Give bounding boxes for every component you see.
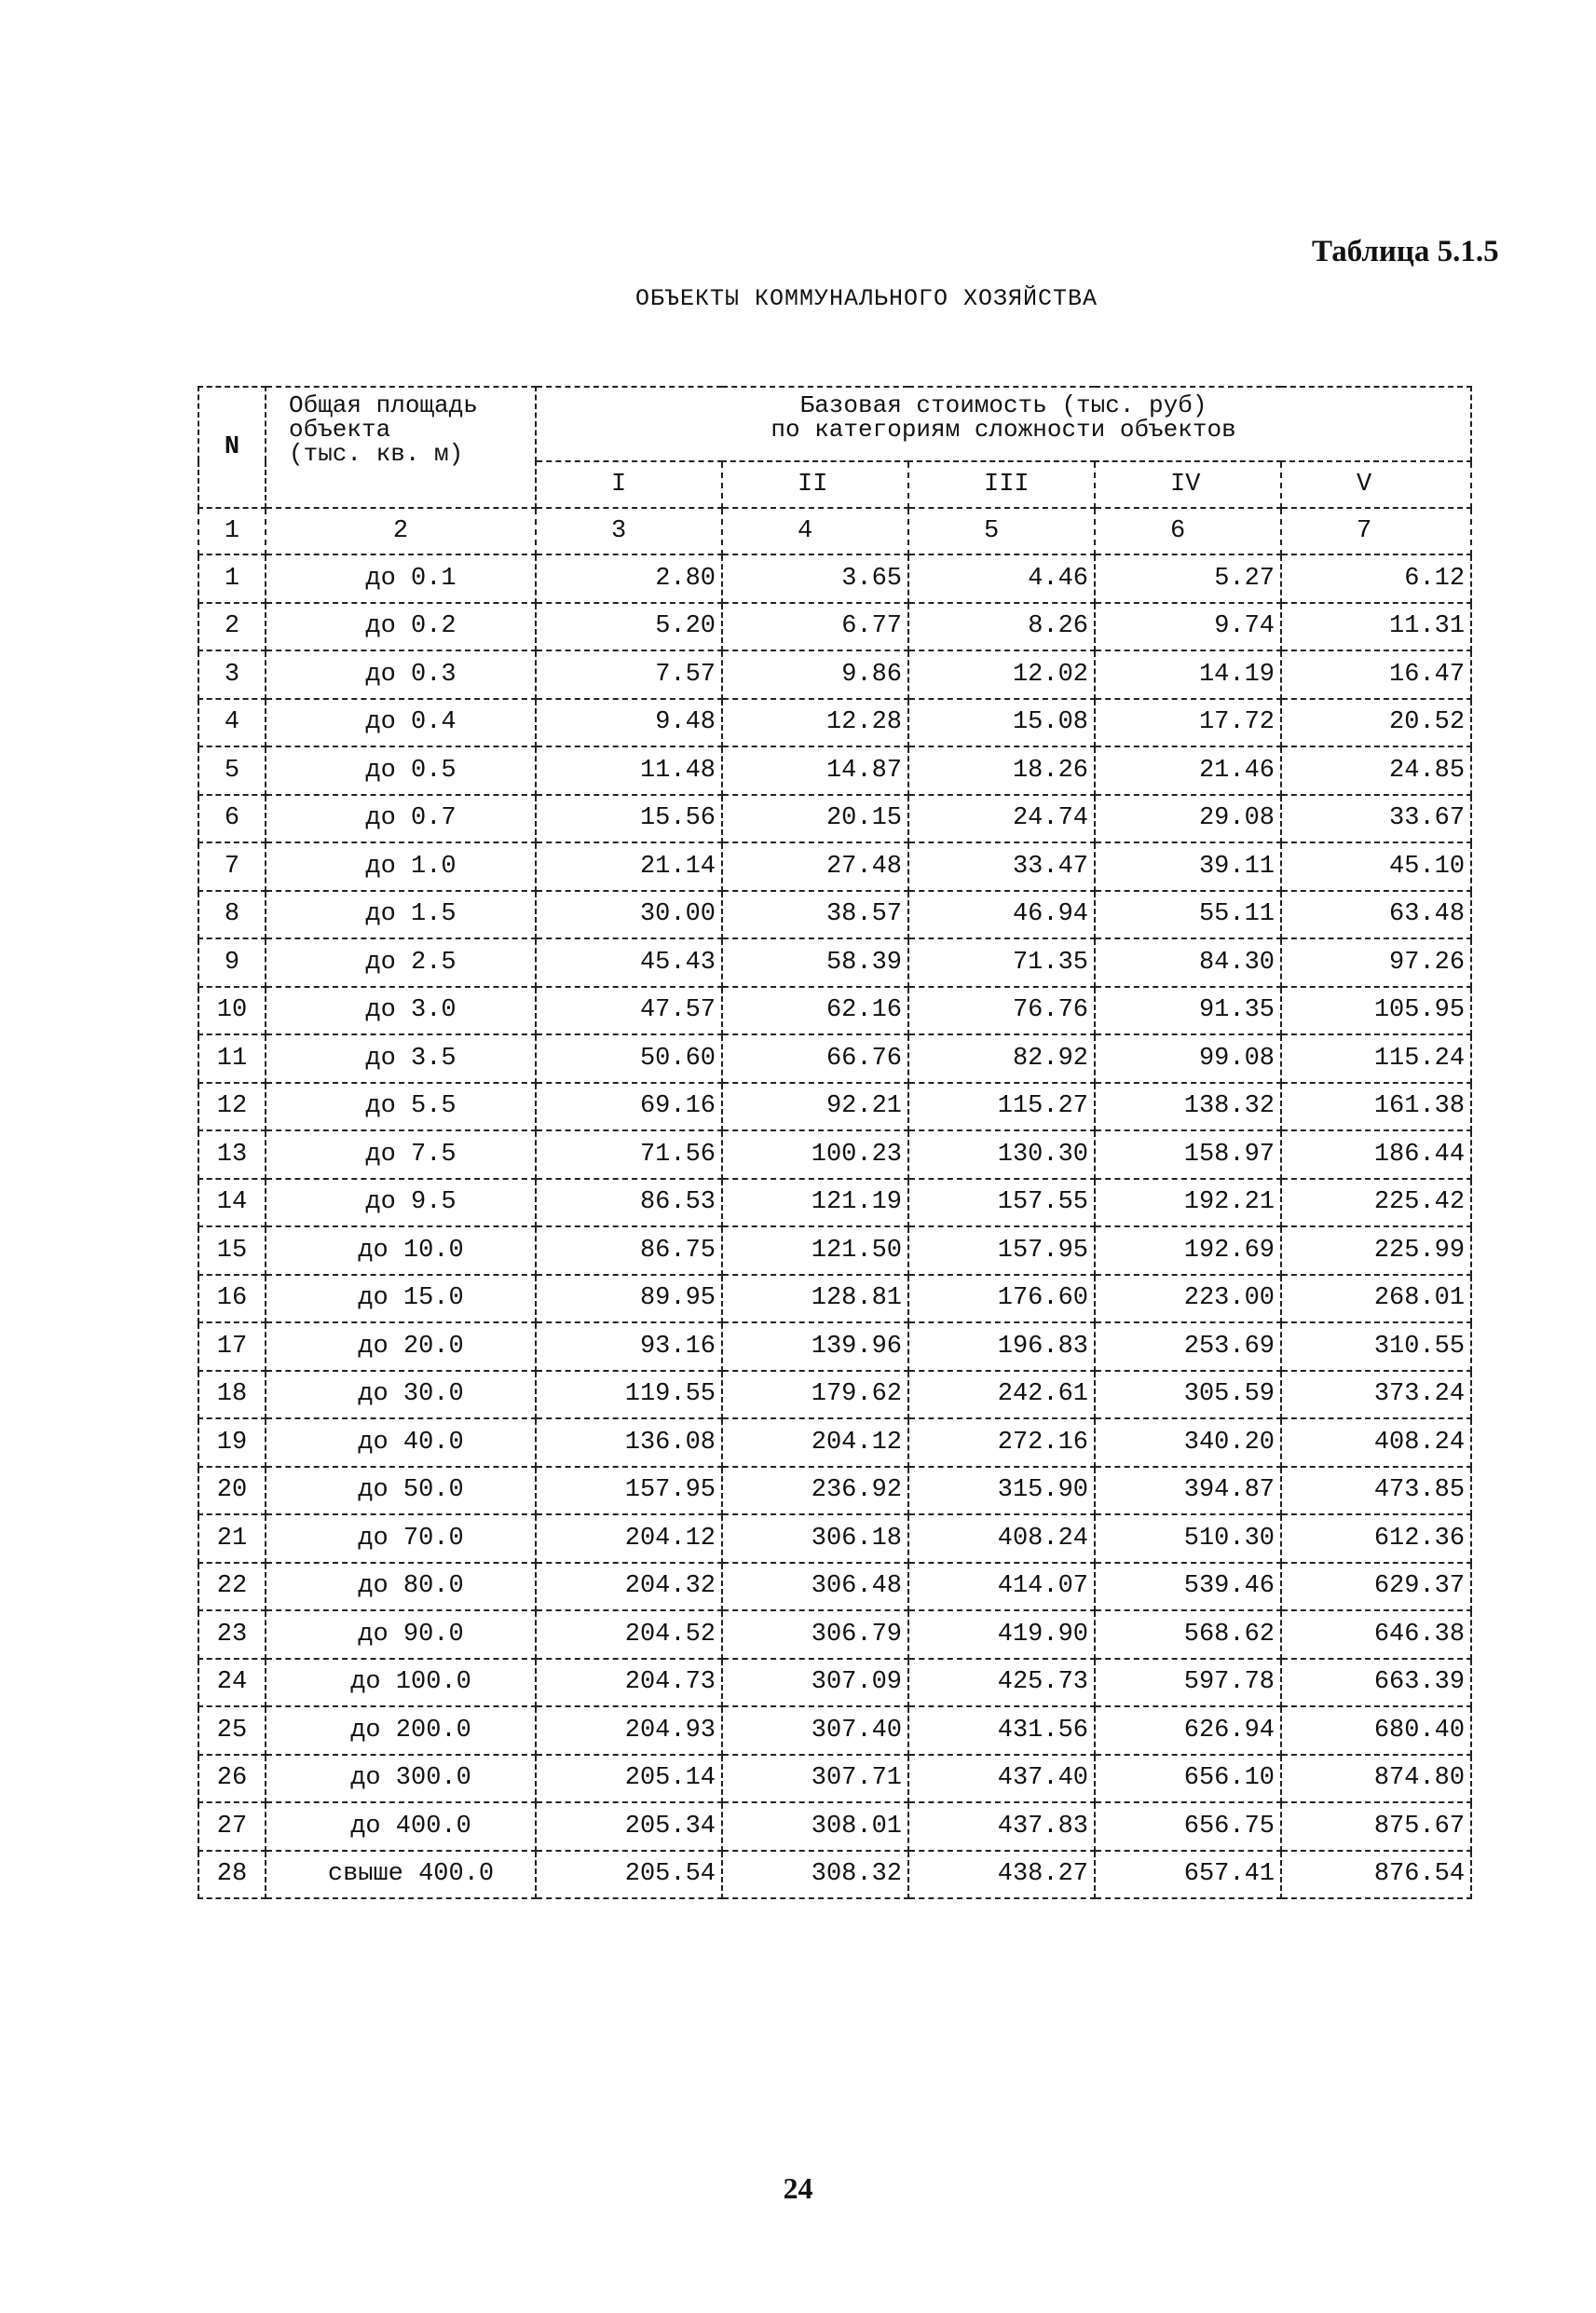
cost-table: [198, 386, 1472, 1899]
cost-cell: 115.24: [1281, 1034, 1471, 1083]
cost-cell: 11.48: [536, 746, 722, 795]
cost-cell: 305.59: [1095, 1371, 1281, 1419]
cost-cell: 656.75: [1095, 1802, 1281, 1851]
table-row: [198, 795, 1471, 843]
row-number: 21: [198, 1514, 266, 1563]
area-cell: до 30.0: [266, 1371, 536, 1419]
area-cell: до 2.5: [266, 938, 536, 987]
cost-cell: 307.40: [722, 1706, 908, 1755]
cost-cell: 646.38: [1281, 1610, 1471, 1659]
cost-cell: 18.26: [908, 746, 1095, 795]
column-index-cell: 7: [1281, 508, 1471, 554]
row-number: 5: [198, 746, 266, 795]
table-row: [198, 1706, 1471, 1755]
cost-cell: 438.27: [908, 1851, 1095, 1899]
cost-cell: 5.27: [1095, 554, 1281, 603]
area-cell: до 3.0: [266, 987, 536, 1035]
cost-cell: 9.74: [1095, 603, 1281, 651]
cost-cell: 15.08: [908, 699, 1095, 747]
area-cell: до 3.5: [266, 1034, 536, 1083]
row-number: 28: [198, 1851, 266, 1899]
area-cell: до 100.0: [266, 1659, 536, 1707]
row-number: 8: [198, 891, 266, 939]
cost-cell: 308.32: [722, 1851, 908, 1899]
row-number: 27: [198, 1802, 266, 1851]
column-index-cell: 2: [266, 508, 536, 554]
cost-cell: 50.60: [536, 1034, 722, 1083]
cost-cell: 9.48: [536, 699, 722, 747]
area-cell: до 70.0: [266, 1514, 536, 1563]
column-index-cell: 1: [198, 508, 266, 554]
cost-cell: 138.32: [1095, 1083, 1281, 1131]
cost-cell: 86.53: [536, 1179, 722, 1227]
row-number: 19: [198, 1418, 266, 1467]
cost-cell: 204.52: [536, 1610, 722, 1659]
row-number: 15: [198, 1226, 266, 1275]
cost-cell: 121.50: [722, 1226, 908, 1275]
table-row: [198, 1322, 1471, 1371]
row-number: 1: [198, 554, 266, 603]
header-row-column-index: [198, 508, 1471, 554]
cost-cell: 6.77: [722, 603, 908, 651]
cost-cell: 663.39: [1281, 1659, 1471, 1707]
cost-cell: 62.16: [722, 987, 908, 1035]
cost-cell: 8.26: [908, 603, 1095, 651]
row-number: 10: [198, 987, 266, 1035]
table-row: [198, 987, 1471, 1035]
cost-cell: 176.60: [908, 1275, 1095, 1323]
row-number: 12: [198, 1083, 266, 1131]
cost-cell: 629.37: [1281, 1563, 1471, 1611]
header-area-line-1: Общая площадь: [289, 391, 478, 419]
cost-cell: 55.11: [1095, 891, 1281, 939]
cost-cell: 437.40: [908, 1755, 1095, 1803]
row-number: 4: [198, 699, 266, 747]
cost-cell: 186.44: [1281, 1130, 1471, 1179]
cost-cell: 91.35: [1095, 987, 1281, 1035]
cost-cell: 92.21: [722, 1083, 908, 1131]
cost-cell: 656.10: [1095, 1755, 1281, 1803]
cost-cell: 21.14: [536, 842, 722, 891]
cost-cell: 69.16: [536, 1083, 722, 1131]
cost-cell: 253.69: [1095, 1322, 1281, 1371]
table-row: [198, 603, 1471, 651]
column-index-cell: 6: [1095, 508, 1281, 554]
cost-cell: 47.57: [536, 987, 722, 1035]
cost-cell: 205.34: [536, 1802, 722, 1851]
cost-cell: 205.14: [536, 1755, 722, 1803]
table-row: [198, 650, 1471, 699]
cost-cell: 24.74: [908, 795, 1095, 843]
cost-cell: 33.47: [908, 842, 1095, 891]
area-cell: до 15.0: [266, 1275, 536, 1323]
row-number: 23: [198, 1610, 266, 1659]
cost-cell: 875.67: [1281, 1802, 1471, 1851]
area-cell: до 400.0: [266, 1802, 536, 1851]
cost-cell: 45.43: [536, 938, 722, 987]
area-cell: до 80.0: [266, 1563, 536, 1611]
header-cost-line-2: по категориям сложности объектов: [771, 416, 1236, 444]
cost-cell: 205.54: [536, 1851, 722, 1899]
cost-cell: 204.93: [536, 1706, 722, 1755]
cost-cell: 119.55: [536, 1371, 722, 1419]
cost-cell: 437.83: [908, 1802, 1095, 1851]
cost-cell: 14.87: [722, 746, 908, 795]
row-number: 16: [198, 1275, 266, 1323]
cost-cell: 306.48: [722, 1563, 908, 1611]
area-cell: до 90.0: [266, 1610, 536, 1659]
table-row: [198, 1755, 1471, 1803]
cost-cell: 11.31: [1281, 603, 1471, 651]
cost-cell: 86.75: [536, 1226, 722, 1275]
cost-cell: 597.78: [1095, 1659, 1281, 1707]
table-row: [198, 1275, 1471, 1323]
cost-cell: 161.38: [1281, 1083, 1471, 1131]
cost-cell: 539.46: [1095, 1563, 1281, 1611]
row-number: 3: [198, 650, 266, 699]
column-index-cell: 4: [722, 508, 908, 554]
cost-cell: 76.76: [908, 987, 1095, 1035]
cost-cell: 3.65: [722, 554, 908, 603]
cost-cell: 306.18: [722, 1514, 908, 1563]
cost-cell: 192.69: [1095, 1226, 1281, 1275]
table-row: [198, 1034, 1471, 1083]
area-cell: до 50.0: [266, 1467, 536, 1515]
area-cell: до 7.5: [266, 1130, 536, 1179]
cost-cell: 179.62: [722, 1371, 908, 1419]
cost-cell: 99.08: [1095, 1034, 1281, 1083]
cost-cell: 20.15: [722, 795, 908, 843]
cost-cell: 7.57: [536, 650, 722, 699]
cost-cell: 196.83: [908, 1322, 1095, 1371]
cost-cell: 14.19: [1095, 650, 1281, 699]
cost-cell: 157.55: [908, 1179, 1095, 1227]
cost-cell: 6.12: [1281, 554, 1471, 603]
cost-cell: 97.26: [1281, 938, 1471, 987]
column-index-cell: 3: [536, 508, 722, 554]
area-cell: до 200.0: [266, 1706, 536, 1755]
cost-cell: 626.94: [1095, 1706, 1281, 1755]
cost-cell: 9.86: [722, 650, 908, 699]
header-category: V: [1281, 461, 1471, 508]
page-number: 24: [783, 2171, 813, 2205]
table-row: [198, 554, 1471, 603]
cost-cell: 425.73: [908, 1659, 1095, 1707]
cost-cell: 12.28: [722, 699, 908, 747]
cost-cell: 71.35: [908, 938, 1095, 987]
cost-cell: 657.41: [1095, 1851, 1281, 1899]
cost-cell: 17.72: [1095, 699, 1281, 747]
cost-cell: 431.56: [908, 1706, 1095, 1755]
row-number: 18: [198, 1371, 266, 1419]
table-row: [198, 1514, 1471, 1563]
table-row: [198, 1659, 1471, 1707]
cost-cell: 394.87: [1095, 1467, 1281, 1515]
table-row: [198, 938, 1471, 987]
cost-cell: 272.16: [908, 1418, 1095, 1467]
cost-cell: 39.11: [1095, 842, 1281, 891]
cost-cell: 93.16: [536, 1322, 722, 1371]
cost-cell: 2.80: [536, 554, 722, 603]
cost-cell: 680.40: [1281, 1706, 1471, 1755]
cost-cell: 128.81: [722, 1275, 908, 1323]
table-row: [198, 1851, 1471, 1899]
cost-cell: 46.94: [908, 891, 1095, 939]
cost-cell: 223.00: [1095, 1275, 1281, 1323]
area-cell: до 0.4: [266, 699, 536, 747]
cost-cell: 21.46: [1095, 746, 1281, 795]
cost-cell: 307.71: [722, 1755, 908, 1803]
cost-cell: 204.12: [536, 1514, 722, 1563]
header-category: III: [908, 461, 1095, 508]
area-cell: до 0.1: [266, 554, 536, 603]
cost-cell: 29.08: [1095, 795, 1281, 843]
header-area-line-3: (тыс. кв. м): [289, 440, 464, 468]
cost-cell: 225.42: [1281, 1179, 1471, 1227]
header-n: N: [198, 387, 266, 508]
cost-cell: 192.21: [1095, 1179, 1281, 1227]
row-number: 25: [198, 1706, 266, 1755]
cost-cell: 874.80: [1281, 1755, 1471, 1803]
cost-cell: 568.62: [1095, 1610, 1281, 1659]
cost-cell: 876.54: [1281, 1851, 1471, 1899]
cost-cell: 84.30: [1095, 938, 1281, 987]
area-cell: до 40.0: [266, 1418, 536, 1467]
cost-cell: 373.24: [1281, 1371, 1471, 1419]
row-number: 11: [198, 1034, 266, 1083]
cost-cell: 157.95: [908, 1226, 1095, 1275]
area-cell: до 5.5: [266, 1083, 536, 1131]
cost-cell: 612.36: [1281, 1514, 1471, 1563]
cost-cell: 24.85: [1281, 746, 1471, 795]
header-category: IV: [1095, 461, 1281, 508]
area-cell: свыше 400.0: [266, 1851, 536, 1899]
area-cell: до 20.0: [266, 1322, 536, 1371]
cost-cell: 115.27: [908, 1083, 1095, 1131]
table-label: Таблица 5.1.5: [1312, 235, 1499, 268]
cost-cell: 121.19: [722, 1179, 908, 1227]
header-category: I: [536, 461, 722, 508]
cost-cell: 414.07: [908, 1563, 1095, 1611]
cost-cell: 27.48: [722, 842, 908, 891]
area-cell: до 9.5: [266, 1179, 536, 1227]
table-row: [198, 1563, 1471, 1611]
header-row-1: [198, 387, 1471, 461]
area-cell: до 1.5: [266, 891, 536, 939]
cost-cell: 71.56: [536, 1130, 722, 1179]
cost-cell: 89.95: [536, 1275, 722, 1323]
cost-cell: 5.20: [536, 603, 722, 651]
cost-cell: 130.30: [908, 1130, 1095, 1179]
cost-cell: 225.99: [1281, 1226, 1471, 1275]
cost-cell: 30.00: [536, 891, 722, 939]
cost-cell: 82.92: [908, 1034, 1095, 1083]
cost-cell: 204.32: [536, 1563, 722, 1611]
cost-cell: 139.96: [722, 1322, 908, 1371]
row-number: 17: [198, 1322, 266, 1371]
table-row: [198, 842, 1471, 891]
area-cell: до 10.0: [266, 1226, 536, 1275]
row-number: 7: [198, 842, 266, 891]
table-row: [198, 1226, 1471, 1275]
cost-cell: 340.20: [1095, 1418, 1281, 1467]
area-cell: до 0.5: [266, 746, 536, 795]
table-row: [198, 1371, 1471, 1419]
table-row: [198, 1802, 1471, 1851]
cost-cell: 307.09: [722, 1659, 908, 1707]
cost-cell: 136.08: [536, 1418, 722, 1467]
area-cell: до 0.2: [266, 603, 536, 651]
cost-cell: 204.12: [722, 1418, 908, 1467]
cost-cell: 419.90: [908, 1610, 1095, 1659]
cost-cell: 20.52: [1281, 699, 1471, 747]
row-number: 20: [198, 1467, 266, 1515]
table-row: [198, 1130, 1471, 1179]
cost-cell: 158.97: [1095, 1130, 1281, 1179]
table-row: [198, 1467, 1471, 1515]
table-row: [198, 1179, 1471, 1227]
area-cell: до 1.0: [266, 842, 536, 891]
row-number: 26: [198, 1755, 266, 1803]
cost-cell: 15.56: [536, 795, 722, 843]
cost-cell: 308.01: [722, 1802, 908, 1851]
cost-cell: 236.92: [722, 1467, 908, 1515]
row-number: 6: [198, 795, 266, 843]
table-row: [198, 891, 1471, 939]
row-number: 13: [198, 1130, 266, 1179]
row-number: 22: [198, 1563, 266, 1611]
cost-cell: 4.46: [908, 554, 1095, 603]
area-cell: до 300.0: [266, 1755, 536, 1803]
cost-cell: 242.61: [908, 1371, 1095, 1419]
cost-cell: 16.47: [1281, 650, 1471, 699]
table-row: [198, 1083, 1471, 1131]
cost-cell: 510.30: [1095, 1514, 1281, 1563]
table-row: [198, 1418, 1471, 1467]
row-number: 24: [198, 1659, 266, 1707]
cost-cell: 63.48: [1281, 891, 1471, 939]
row-number: 2: [198, 603, 266, 651]
cost-cell: 310.55: [1281, 1322, 1471, 1371]
cost-cell: 268.01: [1281, 1275, 1471, 1323]
cost-cell: 306.79: [722, 1610, 908, 1659]
cost-cell: 66.76: [722, 1034, 908, 1083]
row-number: 14: [198, 1179, 266, 1227]
area-cell: до 0.7: [266, 795, 536, 843]
cost-cell: 105.95: [1281, 987, 1471, 1035]
document-title: ОБЪЕКТЫ КОММУНАЛЬНОГО ХОЗЯЙСТВА: [634, 285, 1098, 312]
table-row: [198, 1610, 1471, 1659]
cost-cell: 408.24: [908, 1514, 1095, 1563]
cost-cell: 33.67: [1281, 795, 1471, 843]
header-category: II: [722, 461, 908, 508]
column-index-cell: 5: [908, 508, 1095, 554]
cost-cell: 45.10: [1281, 842, 1471, 891]
area-cell: до 0.3: [266, 650, 536, 699]
cost-cell: 473.85: [1281, 1467, 1471, 1515]
cost-cell: 157.95: [536, 1467, 722, 1515]
cost-cell: 315.90: [908, 1467, 1095, 1515]
header-area-line-2: объекта: [289, 416, 391, 444]
table-row: [198, 699, 1471, 747]
table-row: [198, 746, 1471, 795]
cost-cell: 38.57: [722, 891, 908, 939]
cost-cell: 408.24: [1281, 1418, 1471, 1467]
header-cost-line-1: Базовая стоимость (тыс. руб): [799, 391, 1207, 419]
cost-cell: 100.23: [722, 1130, 908, 1179]
cost-cell: 204.73: [536, 1659, 722, 1707]
header-area: [266, 387, 536, 508]
row-number: 9: [198, 938, 266, 987]
cost-cell: 12.02: [908, 650, 1095, 699]
cost-cell: 58.39: [722, 938, 908, 987]
header-cost: [536, 387, 1471, 461]
